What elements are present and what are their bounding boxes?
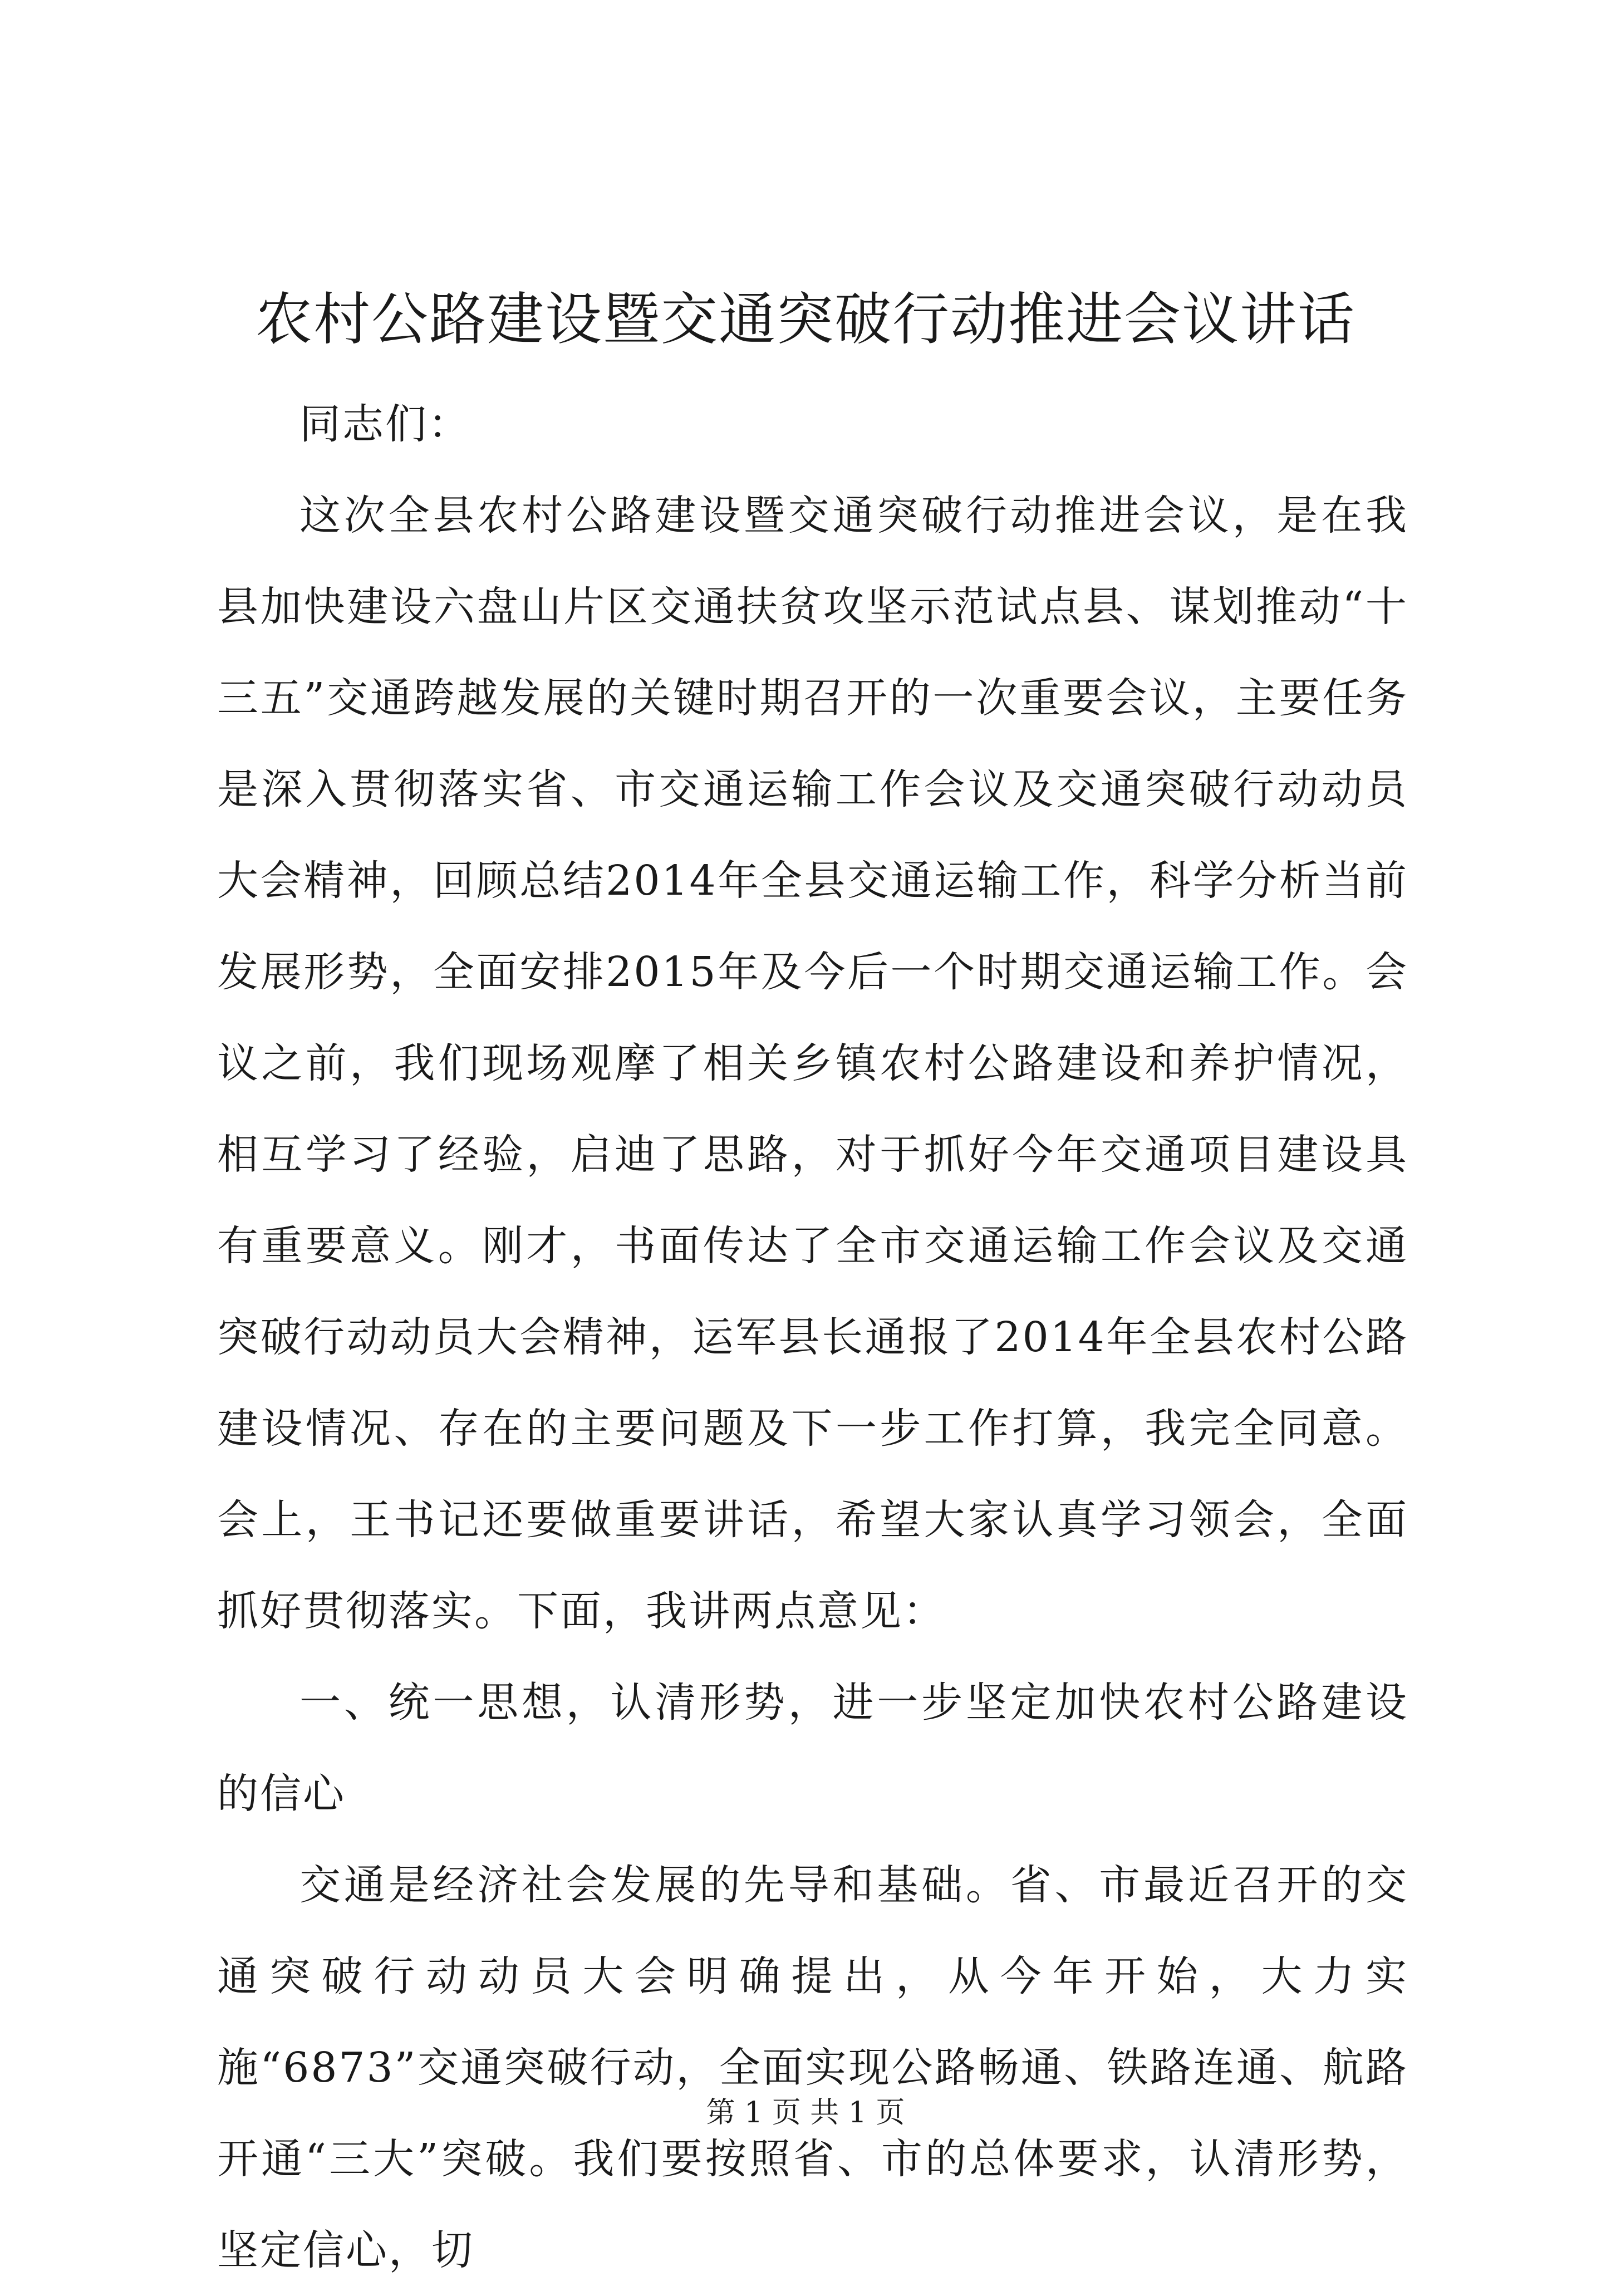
salutation: 同志们：	[299, 400, 471, 448]
document-body	[217, 379, 1408, 2296]
paragraph-intro: 这次全县农村公路建设暨交通突破行动推进会议，是在我县加快建设六盘山片区交通扶贫攻坚示范试点县、谋划推动“十三五”交通跨越发展的关键时期召开的一次重要会议，主要任务是深入贯彻落实省、市交通运输工作会议及交通突破行动动员大会精神，回顾总结2014年全县交通运输工作，科学分析当前发展形势，全面安排2015年及今后一个时期交通运输工作。会议之前，我们现场观摩了相关乡镇农村公路建设和养护情况，相互学习了经验，启迪了思路，对于抓好今年交通项目建设具有重要意义。刚才，书面传达了全市交通运输工作会议及交通突破行动动员大会精神，运军县长通报了2014年全县农村公路建设情况、存在的主要问题及下一步工作打算，我完全同意。会上，王书记还要做重要讲话，希望大家认真学习领会，全面抓好贯彻落实。下面，我讲两点意见：	[217, 492, 1408, 1635]
section-heading-1: 一、统一思想，认清形势，进一步坚定加快农村公路建设的信心	[217, 1679, 1408, 1818]
document-title: 农村公路建设暨交通突破行动推进会议讲话	[256, 287, 1355, 353]
paragraph-section-1: 交通是经济社会发展的先导和基础。省、市最近召开的交通突破行动动员大会明确提出，从今年开始，大力实施“6873”交通突破行动，全面实现公路畅通、铁路连通、航路开通“三大”突破。我们要按照省、市的总体要求，认清形势，坚定信心，切	[217, 1861, 1408, 2274]
page-number-footer: 第 1 页 共 1 页	[706, 2096, 905, 2130]
